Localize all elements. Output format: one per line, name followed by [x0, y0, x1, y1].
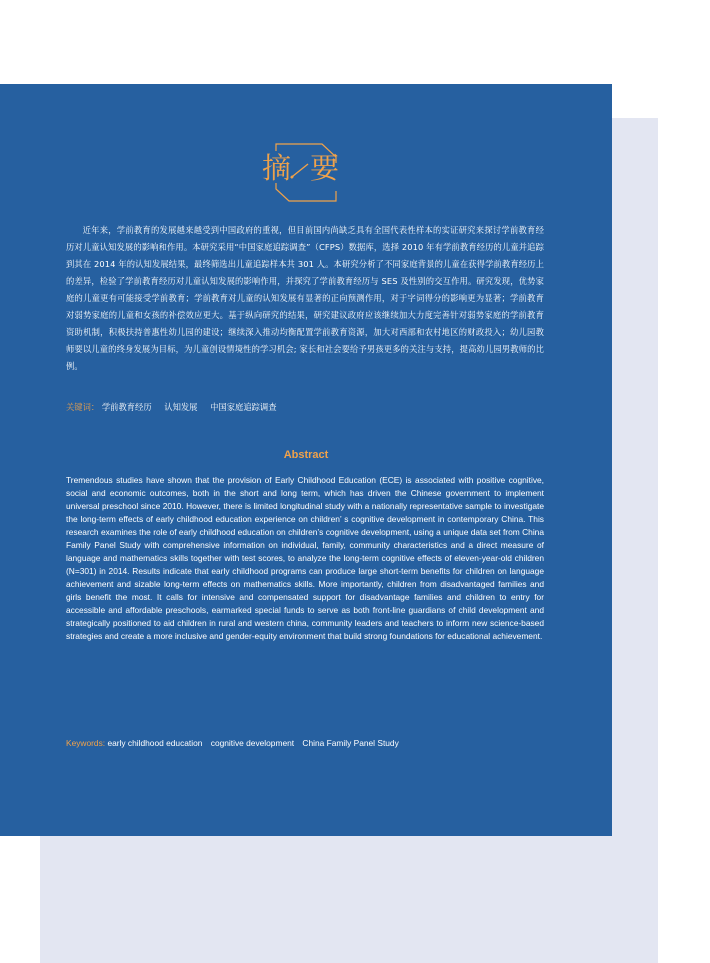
chinese-keyword: 学前教育经历: [101, 402, 152, 412]
chinese-keywords-label: 关键词：: [66, 402, 100, 412]
chinese-keywords: [66, 400, 287, 414]
english-keywords: [66, 736, 405, 750]
english-keyword: China Family Panel Study: [302, 738, 399, 748]
english-abstract-text: Tremendous studies have shown that the provision of Early Childhood Education (ECE) is associated with positive cognitive, social and economic outcomes, both in the short and long term, which has driven the Chinese government to implement universal preschool since 2010. However, there is limited longitudinal study with a nationally representative sample to investigate the long-term effects of early childhood education experience on children’ s cognitive development in contemporary China. This research examines the role of early childhood education on children’s cognitive development, using a unique data set from China Family Panel Study with comprehensive information on individual, family, community characteristics and a direct measure of language and mathematics skills together with test scores, to analyze the long-term cognitive effects of eleven-year-old children (N=301) in 2014. Results indicate that early childhood programs can produce large short-term benefits for children on language achievement and sizable long-term effects on mathematics skills. More importantly, children from disadvantaged families and girls benefit the most. It calls for intensive and compensated support for disadvantage families and children to entry for accessible and affordable preschools, earmarked special funds to serve as both front-line guardians of child development and strategically positioned to aid children in rural and western china, community leaders and teachers to inform new science-based strategies and create a more inclusive and gender-equity environment that build strong foundations for educational achievement.: [66, 475, 544, 641]
chinese-keyword: 中国家庭追踪调查: [210, 402, 277, 412]
english-abstract-heading: Abstract: [283, 449, 329, 461]
english-keywords-label: Keywords:: [66, 738, 106, 748]
chinese-keyword: 认知发展: [164, 402, 198, 412]
chinese-abstract-text: 近年来，学前教育的发展越来越受到中国政府的重视，但目前国内尚缺乏具有全国代表性样本的实证研究来探讨学前教育经历对儿童认知发展的影响和作用。本研究采用“中国家庭追踪调查”（CFPS）数据库，选择 2010 年有学前教育经历的儿童并追踪到其在 2014 年的认知发展结果，最终筛选出儿童追踪样本共 301 人。本研究分析了不同家庭背景的儿童在获得学前教育经历上的差异，检验了学前教育经历对儿童认知发展的影响作用，并探究了学前教育经历与 SES 及性别的交互作用。研究发现，优势家庭的儿童更有可能接受学前教育；学前教育对儿童的认知发展有显著的正向预测作用，对于字词得分的影响更为显著；学前教育对弱势家庭的儿童和女孩的补偿效应更大。基于纵向研究的结果，研究建议政府应该继续加大力度完善针对弱势家庭的学前教育资助机制，积极扶持普惠性幼儿园的建设；继续深入推动均衡配置学前教育资源，加大对西部和农村地区的财政投入；幼儿园教师要以儿童的终身发展为目标，为儿童创设情境性的学习机会; 家长和社会要给予男孩更多的关注与支持，提高幼儿园男教师的比例。: [66, 225, 544, 371]
abstract-title: [252, 141, 352, 203]
abstract-card: [0, 84, 612, 836]
title-char-right: 要: [310, 151, 340, 185]
english-keyword: cognitive development: [210, 738, 295, 748]
title-char-left: 摘: [262, 151, 292, 185]
english-keyword: early childhood education: [107, 738, 203, 748]
